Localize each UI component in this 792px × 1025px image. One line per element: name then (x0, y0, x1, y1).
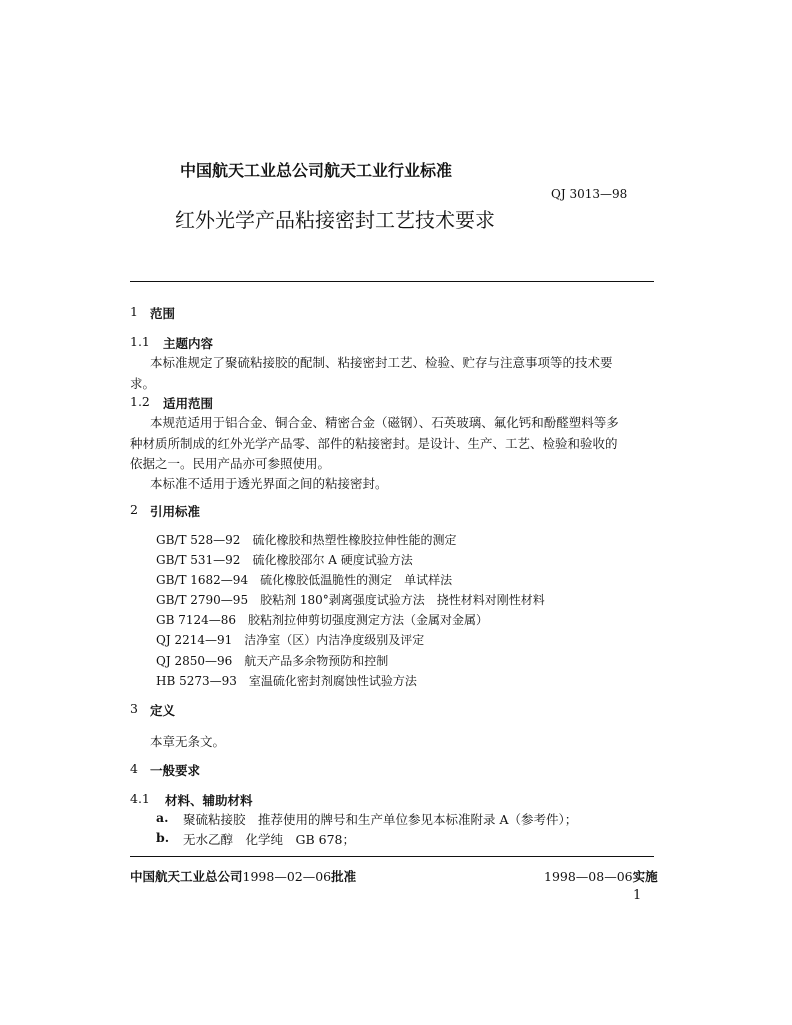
section-1-title: 范围 (150, 306, 176, 321)
section-1-1-number: 1.1 (130, 334, 150, 349)
footer-implementation (544, 867, 658, 885)
impl-label: 实施 (632, 869, 658, 884)
footer-rule (130, 856, 654, 857)
reference-standard: GB/T 2790—95 胶粘剂 180°剥离强度试验方法 挠性材料对刚性材料 (156, 593, 545, 607)
section-1-number: 1 (130, 304, 138, 319)
list-item-text: 聚硫粘接胶 推荐使用的牌号和生产单位参见本标准附录 A（参考件）； (183, 812, 578, 827)
document-title: 红外光学产品粘接密封工艺技术要求 (175, 208, 495, 232)
section-2-number: 2 (130, 502, 138, 517)
section-1-2-para-line3: 依据之一。民用产品亦可参照使用。 (130, 456, 331, 471)
section-1-1-para-line2: 求。 (130, 376, 156, 391)
approve-date: 1998—02—06 (242, 869, 332, 884)
section-3-number: 3 (130, 701, 138, 716)
approve-label: 批准 (331, 869, 357, 884)
section-1-2-para2: 本标准不适用于透光界面之间的粘接密封。 (150, 476, 388, 491)
issuer: 中国航天工业总公司 (130, 869, 243, 884)
standard-code: QJ 3013—98 (551, 187, 628, 201)
section-1-2-para-line1: 本规范适用于铝合金、铜合金、精密合金（磁钢）、石英玻璃、氟化钙和酚醛塑料等多 (150, 415, 619, 430)
section-4-1-number: 4.1 (130, 791, 150, 806)
reference-standard: GB/T 1682—94 硫化橡胶低温脆性的测定 单试样法 (156, 573, 453, 587)
reference-standard: GB/T 528—92 硫化橡胶和热塑性橡胶拉伸性能的测定 (156, 533, 457, 547)
section-4-1-title: 材料、辅助材料 (165, 793, 253, 808)
section-1-1-para-line1: 本标准规定了聚硫粘接胶的配制、粘接密封工艺、检验、贮存与注意事项等的技术要 (150, 355, 613, 370)
list-item-marker: a. (156, 810, 169, 825)
section-3-title: 定义 (150, 703, 176, 718)
list-item-marker: b. (156, 830, 170, 845)
section-3-text: 本章无条文。 (150, 734, 226, 749)
org-title: 中国航天工业总公司航天工业行业标准 (180, 161, 453, 180)
reference-standard: HB 5273—93 室温硫化密封剂腐蚀性试验方法 (156, 674, 417, 688)
reference-standard: QJ 2214—91 洁净室（区）内洁净度级别及评定 (156, 633, 425, 647)
section-1-2-title: 适用范围 (163, 396, 214, 411)
impl-date: 1998—08—06 (544, 869, 633, 884)
section-4-number: 4 (130, 761, 138, 776)
header-rule (130, 281, 654, 282)
page-number: 1 (633, 888, 642, 903)
footer-approval (130, 867, 356, 885)
section-4-title: 一般要求 (150, 763, 201, 778)
section-2-title: 引用标准 (150, 504, 201, 519)
section-1-2-para-line2: 种材质所制成的红外光学产品零、部件的粘接密封。是设计、生产、工艺、检验和验收的 (130, 436, 618, 451)
section-1-2-number: 1.2 (130, 394, 150, 409)
reference-standard: QJ 2850—96 航天产品多余物预防和控制 (156, 654, 389, 668)
section-1-1-title: 主题内容 (163, 336, 214, 351)
reference-standard: GB/T 531—92 硫化橡胶邵尔 A 硬度试验方法 (156, 553, 413, 567)
list-item-text: 无水乙醇 化学纯 GB 678； (183, 832, 356, 847)
reference-standard: GB 7124—86 胶粘剂拉伸剪切强度测定方法（金属对金属） (156, 613, 489, 627)
